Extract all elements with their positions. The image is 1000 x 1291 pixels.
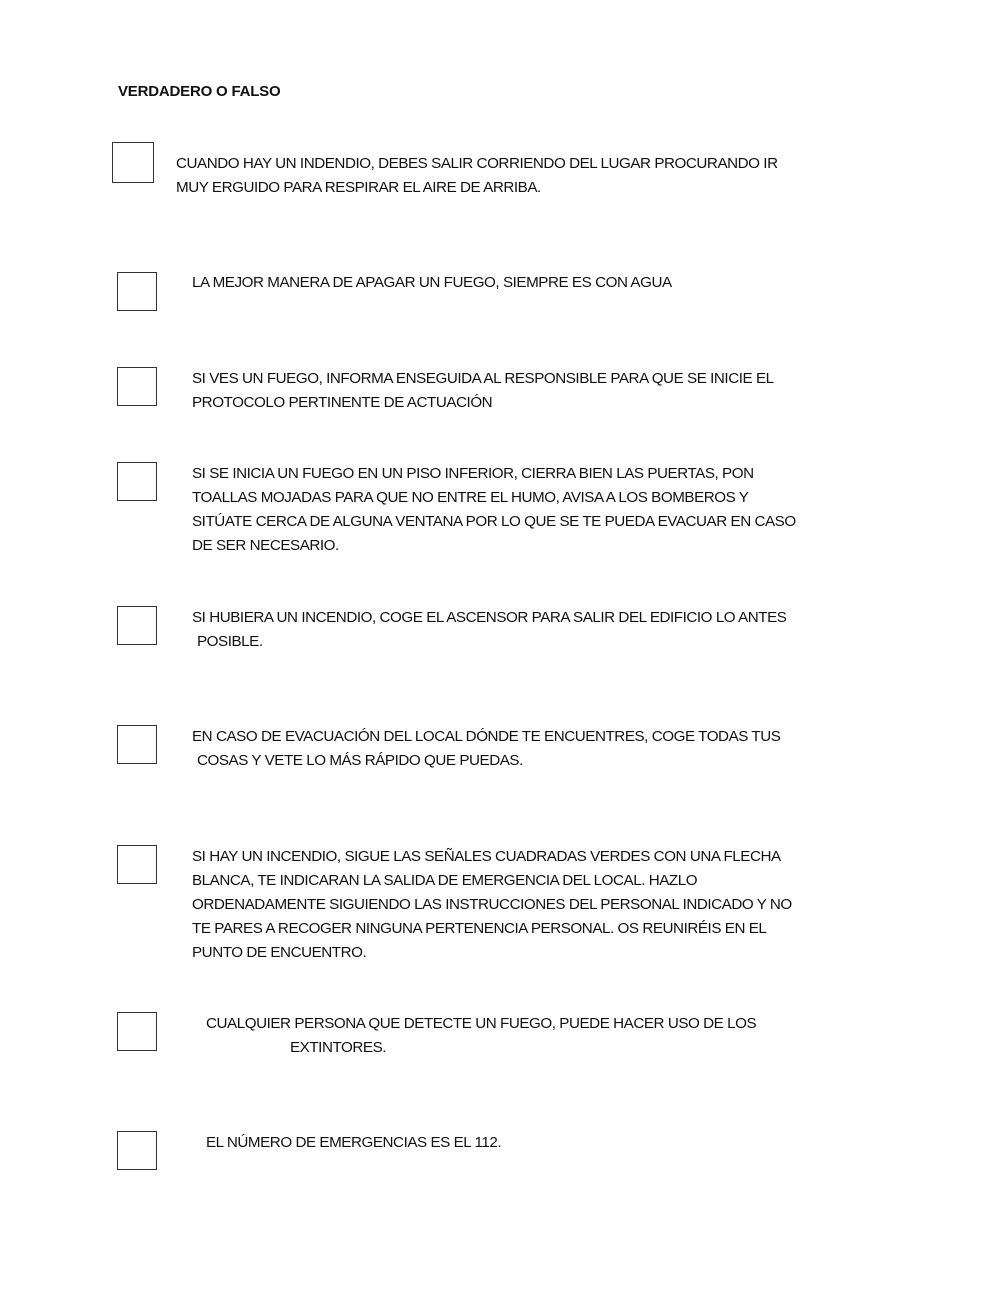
statement bbox=[206, 1131, 501, 1155]
statement-line: LA MEJOR MANERA DE APAGAR UN FUEGO, SIEMPRE ES CON AGUA bbox=[192, 274, 672, 291]
statement-line: CUANDO HAY UN INDENDIO, DEBES SALIR CORRIENDO DEL LUGAR PROCURANDO IR bbox=[176, 155, 778, 172]
statement-line: MUY ERGUIDO PARA RESPIRAR EL AIRE DE ARRIBA. bbox=[176, 179, 541, 196]
statement-line: TOALLAS MOJADAS PARA QUE NO ENTRE EL HUMO, AVISA A LOS BOMBEROS Y bbox=[192, 489, 749, 506]
statement bbox=[206, 1012, 756, 1060]
statement-line: SI HAY UN INCENDIO, SIGUE LAS SEÑALES CUADRADAS VERDES CON UNA FLECHA bbox=[192, 848, 781, 865]
statement bbox=[192, 462, 796, 558]
answer-checkbox[interactable] bbox=[117, 606, 157, 645]
statement-line: BLANCA, TE INDICARAN LA SALIDA DE EMERGENCIA DEL LOCAL. HAZLO bbox=[192, 872, 698, 889]
statement bbox=[176, 152, 778, 200]
statement-line: SI HUBIERA UN INCENDIO, COGE EL ASCENSOR PARA SALIR DEL EDIFICIO LO ANTES bbox=[192, 609, 787, 626]
statement bbox=[192, 725, 780, 773]
statement-line: EL NÚMERO DE EMERGENCIAS ES EL 112. bbox=[206, 1134, 502, 1151]
answer-checkbox[interactable] bbox=[117, 725, 157, 764]
statement-line: SI SE INICIA UN FUEGO EN UN PISO INFERIOR, CIERRA BIEN LAS PUERTAS, PON bbox=[192, 465, 754, 482]
statement bbox=[192, 845, 792, 965]
statement-line: EXTINTORES. bbox=[290, 1039, 387, 1056]
statement-line: ORDENADAMENTE SIGUIENDO LAS INSTRUCCIONES DEL PERSONAL INDICADO Y NO bbox=[192, 896, 792, 913]
statement bbox=[192, 606, 787, 654]
statement-line: CUALQUIER PERSONA QUE DETECTE UN FUEGO, PUEDE HACER USO DE LOS bbox=[206, 1015, 757, 1032]
answer-checkbox[interactable] bbox=[117, 845, 157, 884]
page-title: VERDADERO O FALSO bbox=[118, 83, 281, 100]
statement-line: DE SER NECESARIO. bbox=[192, 537, 339, 554]
statement-line: TE PARES A RECOGER NINGUNA PERTENENCIA PERSONAL. OS REUNIRÉIS EN EL bbox=[192, 920, 767, 937]
answer-checkbox[interactable] bbox=[112, 142, 154, 183]
statement bbox=[192, 271, 672, 295]
statement-line: SITÚATE CERCA DE ALGUNA VENTANA POR LO QUE SE TE PUEDA EVACUAR EN CASO bbox=[192, 513, 796, 530]
answer-checkbox[interactable] bbox=[117, 367, 157, 406]
answer-checkbox[interactable] bbox=[117, 1131, 157, 1170]
statement-line: PUNTO DE ENCUENTRO. bbox=[192, 944, 367, 961]
statement bbox=[192, 367, 774, 415]
statement-line: POSIBLE. bbox=[197, 633, 263, 650]
statement-line: SI VES UN FUEGO, INFORMA ENSEGUIDA AL RESPONSIBLE PARA QUE SE INICIE EL bbox=[192, 370, 774, 387]
statement-line: EN CASO DE EVACUACIÓN DEL LOCAL DÓNDE TE ENCUENTRES, COGE TODAS TUS bbox=[192, 728, 781, 745]
statement-line: PROTOCOLO PERTINENTE DE ACTUACIÓN bbox=[192, 394, 493, 411]
answer-checkbox[interactable] bbox=[117, 462, 157, 501]
answer-checkbox[interactable] bbox=[117, 272, 157, 311]
statement-line: COSAS Y VETE LO MÁS RÁPIDO QUE PUEDAS. bbox=[197, 752, 523, 769]
answer-checkbox[interactable] bbox=[117, 1012, 157, 1051]
